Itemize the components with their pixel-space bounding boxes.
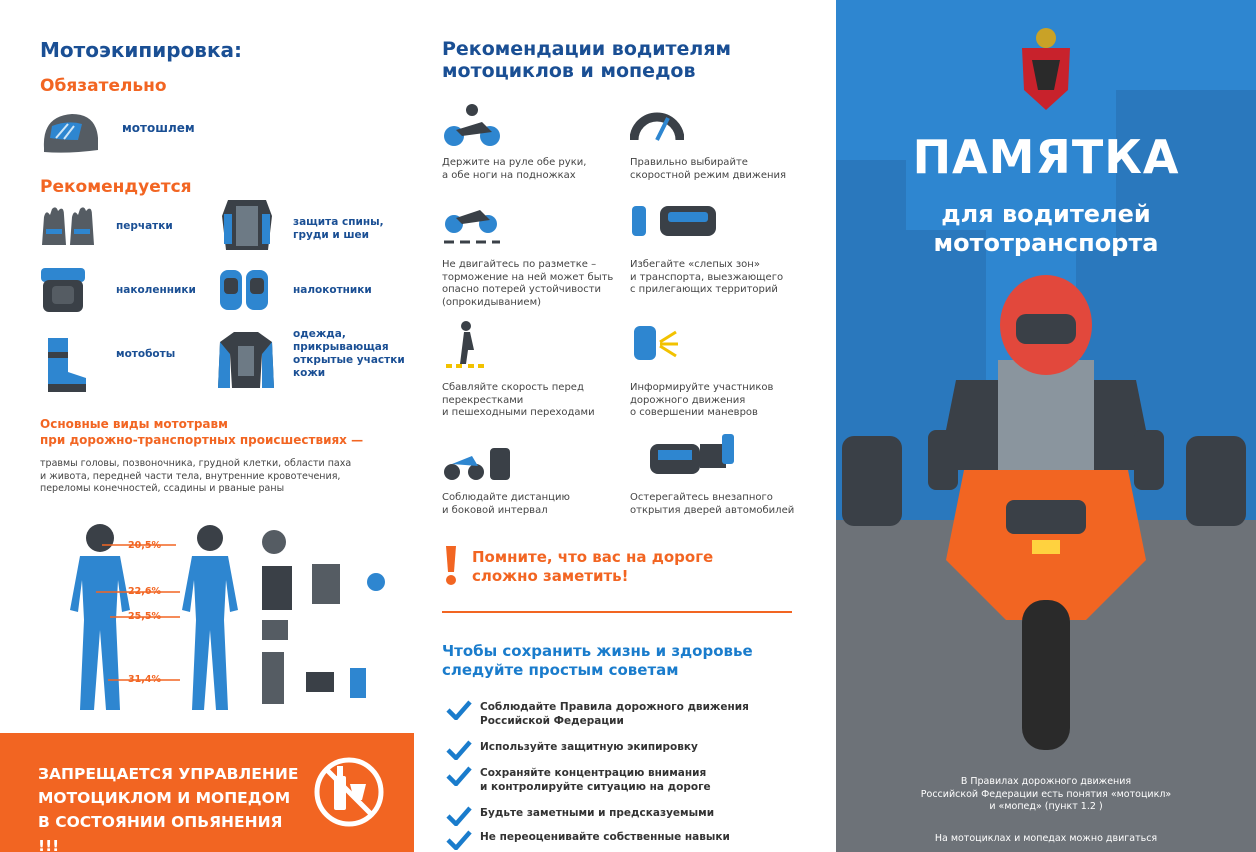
- tip-blindspots-l2: и транспорта, выезжающего: [630, 271, 784, 283]
- back-protection-label: [293, 216, 384, 242]
- injuries-text: [40, 458, 380, 496]
- cover-info-line3: и «мопед» (пункт 1.2 ): [989, 801, 1103, 812]
- cover-subtitle-line1: для водителей: [941, 200, 1151, 228]
- cover-info-line2: Российской Федерации есть понятия «мотоцикл»: [920, 788, 1172, 800]
- knee-pads-label: наколенники: [116, 284, 196, 296]
- jacket-icon: [216, 328, 276, 392]
- cover-illustration: [836, 0, 1256, 852]
- tip-doors-l1: Остерегайтесь внезапного: [630, 492, 773, 503]
- advice-4-l1: Будьте заметными и предсказуемыми: [480, 807, 715, 819]
- advice-item: [446, 830, 730, 850]
- pedestrian-crossing-icon: [446, 320, 486, 368]
- helmet-icon: [38, 108, 100, 156]
- exclamation-icon: [444, 544, 458, 586]
- tip-signal-l2: дорожного движения: [630, 394, 746, 406]
- percent-chest: 22,6%: [128, 586, 161, 597]
- tip-distance-l1: Соблюдайте дистанцию: [442, 492, 570, 503]
- elbow-pads-icon: [218, 266, 270, 314]
- tip-marking: [442, 259, 613, 309]
- tip-doors-l2: открытия дверей автомобилей: [630, 504, 795, 516]
- back-label-line2: груди и шеи: [293, 229, 369, 241]
- tip-signal-l1: Информируйте участников: [630, 382, 774, 393]
- tip-hands-l1: Держите на руле обе руки,: [442, 157, 587, 168]
- body-figure-back: [182, 525, 238, 710]
- injuries-title-line2: при дорожно-транспортных происшествиях —: [40, 433, 364, 447]
- advice-item: [446, 700, 749, 728]
- keep-line2: следуйте простым советам: [442, 661, 679, 679]
- tip-crossings: [442, 382, 595, 420]
- tip-crossings-l3: и пешеходными переходами: [442, 407, 595, 418]
- injuries-title-line1: Основные виды мототравм: [40, 417, 228, 431]
- advice-item: [446, 766, 711, 794]
- remember-line1: Помните, что вас на дороге: [472, 548, 714, 566]
- ban-line2: МОТОЦИКЛОМ И МОПЕДОМ: [38, 789, 291, 807]
- gloves-icon: [38, 205, 98, 250]
- injury-body-diagram: [30, 520, 410, 720]
- advice-1-l1: Соблюдайте Правила дорожного движения: [480, 701, 749, 713]
- advice-3-l2: и контролируйте ситуацию на дороге: [480, 781, 711, 793]
- tip-speed-l2: скоростной режим движения: [630, 169, 787, 181]
- advice-1-l2: Российской Федерации: [480, 715, 624, 727]
- tip-blindspots: [630, 259, 783, 297]
- tip-distance: [442, 492, 570, 517]
- percent-abdomen: 25,5%: [128, 611, 161, 622]
- tip-speed: [630, 157, 786, 182]
- back-protector-icon: [218, 196, 276, 254]
- clothing-label-line2: прикрывающая: [293, 341, 389, 353]
- back-label-line1: защита спины,: [293, 216, 384, 228]
- injuries-text-line1: травмы головы, позвоночника, грудной клетки, области паха: [40, 458, 352, 469]
- tip-marking-l1: Не двигайтесь по разметке –: [442, 259, 597, 270]
- knee-pads-icon: [38, 266, 88, 314]
- signal-maneuver-icon: [630, 318, 680, 364]
- tip-crossings-l2: перекрестками: [442, 394, 524, 406]
- cover-info-text: [836, 776, 1256, 814]
- percent-head: 20,5%: [128, 540, 161, 551]
- mandatory-heading: Обязательно: [40, 76, 167, 96]
- injuries-text-line3: переломы конечностей, ссадины и рваные раны: [40, 483, 285, 494]
- advice-item: [446, 806, 714, 826]
- recommendations-title-line1: Рекомендации водителям: [442, 38, 732, 60]
- tip-crossings-l1: Сбавляйте скорость перед: [442, 382, 584, 393]
- checkmark-icon: [446, 806, 472, 826]
- tip-doors: [630, 492, 794, 517]
- advice-item: [446, 740, 698, 760]
- boots-label: мотоботы: [116, 348, 176, 360]
- boots-icon: [42, 336, 90, 394]
- door-opening-icon: [648, 430, 742, 480]
- mini-gear-icons: [262, 530, 385, 704]
- distance-icon: [442, 444, 512, 484]
- clothing-label: [293, 328, 405, 380]
- motorcyclist-hands-icon: [442, 100, 502, 150]
- tip-marking-l2: торможение на ней может быть: [442, 271, 614, 283]
- ban-line3: В СОСТОЯНИИ ОПЬЯНЕНИЯ !!!: [38, 813, 283, 852]
- checkmark-icon: [446, 830, 472, 850]
- tip-speed-l1: Правильно выбирайте: [630, 157, 748, 168]
- remember-line2: сложно заметить!: [472, 567, 629, 585]
- tip-signal-l3: о совершении маневров: [630, 407, 758, 418]
- clothing-label-line4: кожи: [293, 367, 326, 379]
- cover-info-text-2: На мотоциклах и мопедах можно двигаться: [934, 833, 1158, 844]
- divider: [442, 611, 792, 613]
- percent-legs: 31,4%: [128, 674, 161, 685]
- right-panel: [836, 0, 1256, 852]
- helmet-label: мотошлем: [122, 121, 195, 135]
- advice-2-l1: Используйте защитную экипировку: [480, 741, 698, 753]
- tip-hands: [442, 157, 586, 182]
- advice-3-l1: Сохраняйте концентрацию внимания: [480, 767, 707, 779]
- cover-info-line1: В Правилах дорожного движения: [960, 776, 1132, 787]
- no-alcohol-icon: [312, 748, 386, 836]
- checkmark-icon: [446, 740, 472, 760]
- elbow-pads-label: налокотники: [293, 284, 372, 296]
- tip-blindspots-l1: Избегайте «слепых зон»: [630, 259, 760, 270]
- recommended-heading: Рекомендуется: [40, 177, 192, 197]
- checkmark-icon: [446, 700, 472, 720]
- tip-distance-l2: и боковой интервал: [442, 504, 548, 516]
- clothing-label-line3: открытые участки: [293, 354, 405, 366]
- recommendations-title-line2: мотоциклов и мопедов: [442, 60, 696, 82]
- injuries-title: [40, 416, 363, 448]
- ban-line1: ЗАПРЕЩАЕТСЯ УПРАВЛЕНИЕ: [38, 765, 299, 783]
- speedometer-icon: [630, 100, 684, 144]
- clothing-label-line1: одежда,: [293, 328, 346, 340]
- remember-text: [472, 548, 772, 586]
- injuries-text-line2: и живота, передней части тела, внутренние кровотечения,: [40, 470, 341, 482]
- blind-spot-icon: [630, 200, 718, 242]
- tip-hands-l2: а обе ноги на подножках: [442, 169, 576, 181]
- tip-marking-l3: опасно потерей устойчивости: [442, 284, 602, 295]
- tip-signal: [630, 382, 773, 420]
- recommendations-title: [442, 38, 772, 82]
- keep-safe-title: [442, 642, 782, 680]
- equipment-title: Мотоэкипировка:: [40, 38, 243, 62]
- keep-line1: Чтобы сохранить жизнь и здоровье: [442, 642, 753, 660]
- tip-blindspots-l3: с прилегающих территорий: [630, 284, 778, 295]
- cover-subtitle-line2: мототранспорта: [933, 229, 1159, 257]
- police-emblem-icon: [1022, 28, 1070, 110]
- road-marking-icon: [442, 194, 502, 246]
- cover-subtitle: [836, 200, 1256, 258]
- ban-text: [38, 762, 308, 852]
- gloves-label: перчатки: [116, 220, 173, 232]
- tip-marking-l4: (опрокидыванием): [442, 296, 542, 308]
- advice-5-l1: Не переоценивайте собственные навыки: [480, 831, 730, 843]
- cover-title: ПАМЯТКА: [912, 130, 1180, 184]
- checkmark-icon: [446, 766, 472, 786]
